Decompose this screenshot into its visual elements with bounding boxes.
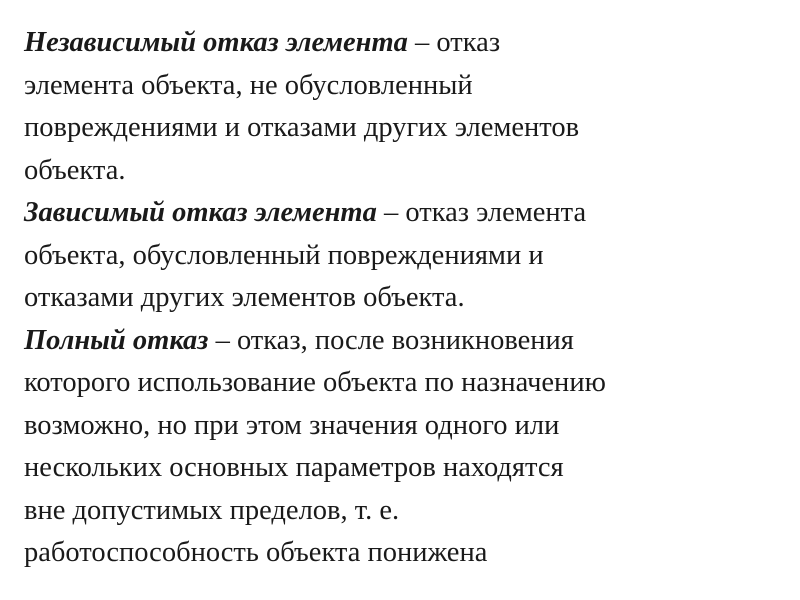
definition-line: вне допустимых пределов, т. е. bbox=[24, 494, 400, 526]
definition-text: – отказ элемента bbox=[376, 197, 587, 228]
definition-line: элемента объекта, не обусловленный bbox=[24, 69, 473, 101]
definition-line: работоспособность объекта понижена bbox=[24, 537, 488, 568]
term-dependent-failure: Зависимый отказ элемента bbox=[24, 197, 377, 228]
definition-line: возможно, но при этом значения одного или bbox=[24, 409, 560, 441]
definition-dependent-failure bbox=[24, 192, 800, 320]
term-independent-failure: Независимый отказ элемента bbox=[24, 27, 408, 58]
definition-independent-failure bbox=[24, 22, 800, 192]
definition-line: повреждениями и отказами других элементов bbox=[24, 112, 580, 143]
definition-line: нескольких основных параметров находятся bbox=[24, 452, 564, 483]
definition-complete-failure bbox=[24, 320, 800, 575]
definition-line: отказами других элементов объекта. bbox=[24, 282, 465, 313]
definition-line: которого использование объекта по назначению bbox=[24, 367, 606, 398]
definition-text: – отказ bbox=[407, 27, 501, 58]
definition-text: – отказ, после возникновения bbox=[208, 324, 574, 356]
definition-line: объекта. bbox=[24, 154, 126, 186]
definition-line bbox=[24, 22, 800, 65]
definition-line: объекта, обусловленный повреждениями и bbox=[24, 239, 544, 271]
definition-line bbox=[24, 192, 800, 235]
definition-line bbox=[24, 320, 800, 363]
term-complete-failure: Полный отказ bbox=[24, 324, 209, 356]
